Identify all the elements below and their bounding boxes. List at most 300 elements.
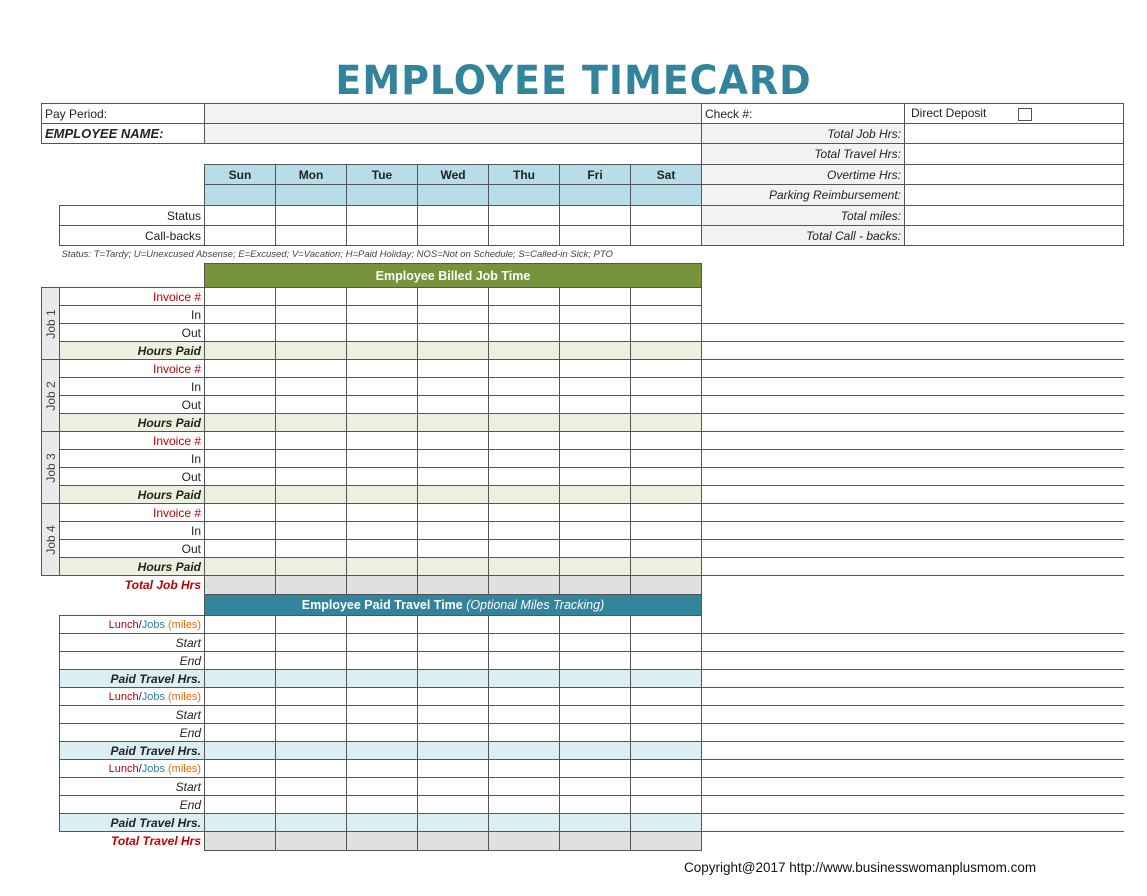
total-job-hrs-cell[interactable] — [560, 576, 631, 595]
travel-cell[interactable] — [418, 652, 489, 670]
time-cell[interactable] — [205, 324, 276, 342]
time-cell[interactable] — [631, 432, 702, 450]
time-cell[interactable] — [276, 360, 347, 378]
travel-cell[interactable] — [418, 706, 489, 724]
hours-paid-cell[interactable] — [205, 486, 276, 504]
travel-cell[interactable] — [418, 760, 489, 778]
hours-paid-cell[interactable] — [560, 558, 631, 576]
paid-travel-cell[interactable] — [560, 742, 631, 760]
summary-label: Total Call - backs: — [702, 226, 905, 246]
time-cell[interactable] — [489, 540, 560, 558]
total-job-hrs-cell[interactable] — [631, 576, 702, 595]
time-cell[interactable] — [347, 396, 418, 414]
travel-cell[interactable] — [631, 634, 702, 652]
paid-travel-cell[interactable] — [276, 670, 347, 688]
time-cell[interactable] — [276, 522, 347, 540]
time-cell[interactable] — [205, 396, 276, 414]
travel-cell[interactable] — [276, 778, 347, 796]
paid-travel-cell[interactable] — [347, 742, 418, 760]
travel-cell[interactable] — [276, 724, 347, 742]
table-row — [42, 652, 1124, 670]
hours-paid-cell[interactable] — [276, 558, 347, 576]
time-cell[interactable] — [205, 450, 276, 468]
travel-cell[interactable] — [347, 796, 418, 814]
travel-cell[interactable] — [347, 778, 418, 796]
spacer — [42, 688, 60, 706]
time-cell[interactable] — [560, 504, 631, 522]
travel-cell[interactable] — [418, 634, 489, 652]
travel-cell[interactable] — [489, 796, 560, 814]
time-cell[interactable] — [631, 522, 702, 540]
hours-paid-cell[interactable] — [560, 414, 631, 432]
time-cell[interactable] — [631, 378, 702, 396]
lunch-jobs-part: / — [138, 618, 142, 631]
status-cell[interactable] — [276, 206, 347, 226]
lunch-jobs-part: Lunch — [108, 618, 139, 631]
time-cell[interactable] — [205, 468, 276, 486]
paid-travel-cell[interactable] — [347, 670, 418, 688]
date-cell[interactable] — [418, 185, 489, 206]
lunch-jobs-part: (miles) — [164, 618, 202, 631]
time-cell[interactable] — [205, 360, 276, 378]
travel-cell[interactable] — [205, 796, 276, 814]
time-cell[interactable] — [418, 288, 489, 306]
table-row — [42, 165, 1124, 185]
status-label: Status — [60, 206, 205, 226]
total-travel-hrs-cell[interactable] — [560, 832, 631, 851]
travel-cell[interactable] — [205, 652, 276, 670]
callbacks-cell[interactable] — [205, 226, 276, 246]
paid-travel-cell[interactable] — [631, 742, 702, 760]
direct-deposit-checkbox[interactable] — [1018, 108, 1032, 121]
summary-label: Total Travel Hrs: — [702, 144, 905, 165]
time-cell[interactable] — [347, 540, 418, 558]
in-label: In — [60, 306, 205, 324]
hours-paid-cell[interactable] — [347, 486, 418, 504]
hours-paid-cell[interactable] — [418, 414, 489, 432]
paid-travel-cell[interactable] — [205, 742, 276, 760]
status-legend: Status: T=Tardy; U=Unexcused Absense; E=Excused; V=Vacation; H=Paid Holiday; NOS=Not on Schedule; S=Called-in Sick; PTO — [61, 249, 613, 260]
paid-travel-cell[interactable] — [205, 814, 276, 832]
callbacks-cell[interactable] — [631, 226, 702, 246]
travel-cell[interactable] — [347, 634, 418, 652]
travel-cell[interactable] — [418, 688, 489, 706]
pay-period-input[interactable] — [205, 104, 702, 124]
spacer — [42, 576, 60, 595]
total-travel-hrs-cell[interactable] — [347, 832, 418, 851]
travel-cell[interactable] — [560, 706, 631, 724]
hours-paid-label: Hours Paid — [60, 558, 205, 576]
time-cell[interactable] — [418, 504, 489, 522]
spacer — [42, 814, 60, 832]
travel-cell[interactable] — [631, 706, 702, 724]
summary-value[interactable] — [905, 124, 1124, 144]
time-cell[interactable] — [347, 468, 418, 486]
time-cell[interactable] — [560, 396, 631, 414]
time-cell[interactable] — [631, 450, 702, 468]
table-row — [42, 185, 1124, 206]
start-label: Start — [60, 778, 205, 796]
travel-cell[interactable] — [631, 778, 702, 796]
date-cell[interactable] — [276, 185, 347, 206]
time-cell[interactable] — [489, 504, 560, 522]
time-cell[interactable] — [418, 324, 489, 342]
hours-paid-cell[interactable] — [489, 414, 560, 432]
total-travel-hrs-cell[interactable] — [631, 832, 702, 851]
callbacks-cell[interactable] — [560, 226, 631, 246]
date-cell[interactable] — [489, 185, 560, 206]
time-cell[interactable] — [347, 504, 418, 522]
time-cell[interactable] — [276, 288, 347, 306]
time-cell[interactable] — [489, 288, 560, 306]
time-cell[interactable] — [347, 360, 418, 378]
time-cell[interactable] — [560, 360, 631, 378]
time-cell[interactable] — [276, 324, 347, 342]
time-cell[interactable] — [631, 396, 702, 414]
time-cell[interactable] — [276, 396, 347, 414]
total-travel-hrs-cell[interactable] — [489, 832, 560, 851]
time-cell[interactable] — [560, 324, 631, 342]
travel-cell[interactable] — [276, 634, 347, 652]
time-cell[interactable] — [489, 468, 560, 486]
time-cell[interactable] — [489, 306, 560, 324]
time-cell[interactable] — [418, 396, 489, 414]
summary-value[interactable] — [905, 206, 1124, 226]
job-label: Job 2 — [43, 380, 58, 411]
total-travel-hrs-label: Total Travel Hrs — [110, 834, 202, 849]
time-cell[interactable] — [418, 360, 489, 378]
summary-value[interactable] — [905, 226, 1124, 246]
table-row — [42, 226, 1124, 246]
spacer — [42, 760, 60, 778]
time-cell[interactable] — [205, 522, 276, 540]
travel-cell[interactable] — [347, 688, 418, 706]
hours-paid-cell[interactable] — [489, 558, 560, 576]
paid-travel-cell[interactable] — [276, 742, 347, 760]
status-cell[interactable] — [560, 206, 631, 226]
travel-cell[interactable] — [205, 760, 276, 778]
spacer — [702, 264, 1124, 288]
time-cell[interactable] — [418, 306, 489, 324]
billed-job-time-header: Employee Billed Job Time — [205, 264, 702, 288]
time-cell[interactable] — [560, 540, 631, 558]
time-cell[interactable] — [276, 306, 347, 324]
paid-travel-cell[interactable] — [418, 814, 489, 832]
hours-paid-cell[interactable] — [276, 342, 347, 360]
time-cell[interactable] — [631, 306, 702, 324]
travel-cell[interactable] — [418, 796, 489, 814]
paid-travel-cell[interactable] — [631, 814, 702, 832]
callbacks-cell[interactable] — [347, 226, 418, 246]
paid-travel-cell[interactable] — [489, 742, 560, 760]
spacer — [42, 670, 60, 688]
status-cell[interactable] — [418, 206, 489, 226]
paid-travel-cell[interactable] — [489, 814, 560, 832]
hours-paid-cell[interactable] — [418, 342, 489, 360]
paid-travel-cell[interactable] — [560, 814, 631, 832]
travel-cell[interactable] — [347, 616, 418, 634]
paid-travel-cell[interactable] — [489, 670, 560, 688]
table-row — [42, 450, 1124, 468]
total-travel-hrs-cell[interactable] — [276, 832, 347, 851]
travel-cell[interactable] — [347, 652, 418, 670]
travel-cell[interactable] — [631, 796, 702, 814]
table-row — [42, 414, 1124, 432]
hours-paid-cell[interactable] — [631, 486, 702, 504]
job-label: Job 3 — [43, 452, 58, 483]
travel-cell[interactable] — [418, 724, 489, 742]
time-cell[interactable] — [276, 450, 347, 468]
travel-cell[interactable] — [560, 652, 631, 670]
status-cell[interactable] — [631, 206, 702, 226]
time-cell[interactable] — [489, 360, 560, 378]
row-line — [702, 760, 1124, 778]
time-cell[interactable] — [631, 540, 702, 558]
time-cell[interactable] — [205, 306, 276, 324]
paid-travel-cell[interactable] — [631, 670, 702, 688]
spacer — [42, 778, 60, 796]
hours-paid-cell[interactable] — [418, 486, 489, 504]
paid-travel-cell[interactable] — [347, 814, 418, 832]
time-cell[interactable] — [347, 432, 418, 450]
total-job-hrs-cell[interactable] — [205, 576, 276, 595]
hours-paid-cell[interactable] — [347, 558, 418, 576]
travel-cell[interactable] — [205, 634, 276, 652]
travel-cell[interactable] — [560, 796, 631, 814]
time-cell[interactable] — [489, 522, 560, 540]
hours-paid-cell[interactable] — [276, 486, 347, 504]
travel-cell[interactable] — [347, 706, 418, 724]
table-row — [42, 104, 1124, 124]
time-cell[interactable] — [560, 432, 631, 450]
travel-cell[interactable] — [276, 796, 347, 814]
time-cell[interactable] — [418, 468, 489, 486]
time-cell[interactable] — [560, 288, 631, 306]
time-cell[interactable] — [347, 306, 418, 324]
travel-cell[interactable] — [631, 616, 702, 634]
hours-paid-cell[interactable] — [631, 558, 702, 576]
end-label: End — [60, 796, 205, 814]
table-row — [42, 486, 1124, 504]
time-cell[interactable] — [276, 504, 347, 522]
row-line — [702, 396, 1124, 414]
hours-paid-cell[interactable] — [489, 486, 560, 504]
travel-cell[interactable] — [347, 724, 418, 742]
time-cell[interactable] — [276, 378, 347, 396]
time-cell[interactable] — [560, 306, 631, 324]
time-cell[interactable] — [489, 324, 560, 342]
travel-cell[interactable] — [631, 724, 702, 742]
travel-cell[interactable] — [489, 778, 560, 796]
travel-cell[interactable] — [560, 634, 631, 652]
travel-cell[interactable] — [205, 616, 276, 634]
status-cell[interactable] — [489, 206, 560, 226]
job-side-label — [42, 504, 60, 576]
travel-cell[interactable] — [631, 688, 702, 706]
travel-cell[interactable] — [205, 778, 276, 796]
time-cell[interactable] — [560, 522, 631, 540]
lunch-jobs-miles-label — [60, 688, 205, 706]
travel-cell[interactable] — [347, 760, 418, 778]
time-cell[interactable] — [418, 540, 489, 558]
travel-cell[interactable] — [560, 760, 631, 778]
time-cell[interactable] — [631, 468, 702, 486]
travel-cell[interactable] — [276, 706, 347, 724]
callbacks-cell[interactable] — [418, 226, 489, 246]
travel-cell[interactable] — [205, 688, 276, 706]
hours-paid-cell[interactable] — [560, 486, 631, 504]
time-cell[interactable] — [631, 288, 702, 306]
time-cell[interactable] — [631, 360, 702, 378]
status-cell[interactable] — [347, 206, 418, 226]
lunch-jobs-part: Lunch — [108, 762, 139, 775]
travel-cell[interactable] — [560, 616, 631, 634]
time-cell[interactable] — [347, 324, 418, 342]
travel-cell[interactable] — [418, 616, 489, 634]
time-cell[interactable] — [205, 504, 276, 522]
invoice-label: Invoice # — [60, 504, 205, 522]
time-cell[interactable] — [560, 450, 631, 468]
table-row — [42, 760, 1124, 778]
time-cell[interactable] — [489, 432, 560, 450]
row-line — [702, 706, 1124, 724]
summary-label: Total Job Hrs: — [702, 124, 905, 144]
time-cell[interactable] — [631, 324, 702, 342]
day-header-thu: Thu — [489, 165, 560, 185]
summary-value[interactable] — [905, 185, 1124, 206]
paid-travel-cell[interactable] — [418, 742, 489, 760]
hours-paid-cell[interactable] — [631, 414, 702, 432]
time-cell[interactable] — [560, 468, 631, 486]
spacer — [42, 144, 702, 165]
table-row — [42, 670, 1124, 688]
time-cell[interactable] — [276, 540, 347, 558]
table-row — [42, 468, 1124, 486]
row-line — [702, 360, 1124, 378]
spacer — [42, 832, 60, 851]
invoice-label: Invoice # — [60, 288, 205, 306]
time-cell[interactable] — [418, 378, 489, 396]
travel-cell[interactable] — [418, 778, 489, 796]
travel-cell[interactable] — [489, 688, 560, 706]
status-cell[interactable] — [205, 206, 276, 226]
total-job-hrs-cell[interactable] — [489, 576, 560, 595]
travel-cell[interactable] — [489, 706, 560, 724]
hours-paid-cell[interactable] — [205, 558, 276, 576]
travel-cell[interactable] — [489, 652, 560, 670]
spacer — [42, 595, 205, 616]
travel-cell[interactable] — [489, 724, 560, 742]
hours-paid-cell[interactable] — [205, 414, 276, 432]
time-cell[interactable] — [418, 432, 489, 450]
hours-paid-cell[interactable] — [347, 342, 418, 360]
travel-cell[interactable] — [489, 616, 560, 634]
summary-value[interactable] — [905, 165, 1124, 185]
time-cell[interactable] — [276, 468, 347, 486]
date-cell[interactable] — [560, 185, 631, 206]
time-cell[interactable] — [205, 540, 276, 558]
employee-name-input[interactable] — [205, 124, 702, 144]
time-cell[interactable] — [205, 378, 276, 396]
paid-travel-cell[interactable] — [276, 814, 347, 832]
travel-cell[interactable] — [276, 616, 347, 634]
travel-cell[interactable] — [560, 778, 631, 796]
callbacks-cell[interactable] — [276, 226, 347, 246]
paid-travel-cell[interactable] — [418, 670, 489, 688]
hours-paid-cell[interactable] — [560, 342, 631, 360]
callbacks-cell[interactable] — [489, 226, 560, 246]
table-row — [42, 206, 1124, 226]
travel-cell[interactable] — [276, 760, 347, 778]
total-job-hrs-cell[interactable] — [418, 576, 489, 595]
time-cell[interactable] — [418, 450, 489, 468]
time-cell[interactable] — [489, 396, 560, 414]
total-job-hrs-cell[interactable] — [347, 576, 418, 595]
time-cell[interactable] — [347, 288, 418, 306]
time-cell[interactable] — [347, 450, 418, 468]
hours-paid-cell[interactable] — [347, 414, 418, 432]
hours-paid-cell[interactable] — [489, 342, 560, 360]
hours-paid-cell[interactable] — [276, 414, 347, 432]
travel-cell[interactable] — [631, 652, 702, 670]
travel-cell[interactable] — [560, 724, 631, 742]
paid-travel-cell[interactable] — [205, 670, 276, 688]
travel-cell[interactable] — [276, 652, 347, 670]
summary-value[interactable] — [905, 144, 1124, 165]
date-cell[interactable] — [205, 185, 276, 206]
time-cell[interactable] — [347, 522, 418, 540]
paid-travel-cell[interactable] — [560, 670, 631, 688]
time-cell[interactable] — [205, 432, 276, 450]
spacer — [42, 616, 60, 634]
time-cell[interactable] — [489, 450, 560, 468]
spacer — [42, 264, 205, 288]
time-cell[interactable] — [560, 378, 631, 396]
travel-cell[interactable] — [631, 760, 702, 778]
table-row — [42, 540, 1124, 558]
travel-cell[interactable] — [560, 688, 631, 706]
time-cell[interactable] — [489, 378, 560, 396]
total-job-hrs-cell[interactable] — [276, 576, 347, 595]
travel-cell[interactable] — [276, 688, 347, 706]
row-line — [702, 486, 1124, 504]
paid-travel-hrs-label: Paid Travel Hrs. — [60, 670, 205, 688]
total-travel-hrs-cell[interactable] — [205, 832, 276, 851]
summary-label: Parking Reimbursement: — [702, 185, 905, 206]
summary-label: Total miles: — [702, 206, 905, 226]
hours-paid-cell[interactable] — [418, 558, 489, 576]
travel-cell[interactable] — [489, 634, 560, 652]
time-cell[interactable] — [631, 504, 702, 522]
hours-paid-cell[interactable] — [205, 342, 276, 360]
date-cell[interactable] — [347, 185, 418, 206]
hours-paid-cell[interactable] — [631, 342, 702, 360]
total-travel-hrs-cell[interactable] — [418, 832, 489, 851]
travel-cell[interactable] — [489, 760, 560, 778]
time-cell[interactable] — [418, 522, 489, 540]
time-cell[interactable] — [205, 288, 276, 306]
time-cell[interactable] — [276, 432, 347, 450]
table-row — [42, 246, 1124, 264]
date-cell[interactable] — [631, 185, 702, 206]
spacer — [42, 206, 60, 226]
day-header-sun: Sun — [205, 165, 276, 185]
travel-cell[interactable] — [205, 706, 276, 724]
callbacks-label: Call-backs — [60, 226, 205, 246]
out-label: Out — [60, 468, 205, 486]
time-cell[interactable] — [347, 378, 418, 396]
travel-cell[interactable] — [205, 724, 276, 742]
